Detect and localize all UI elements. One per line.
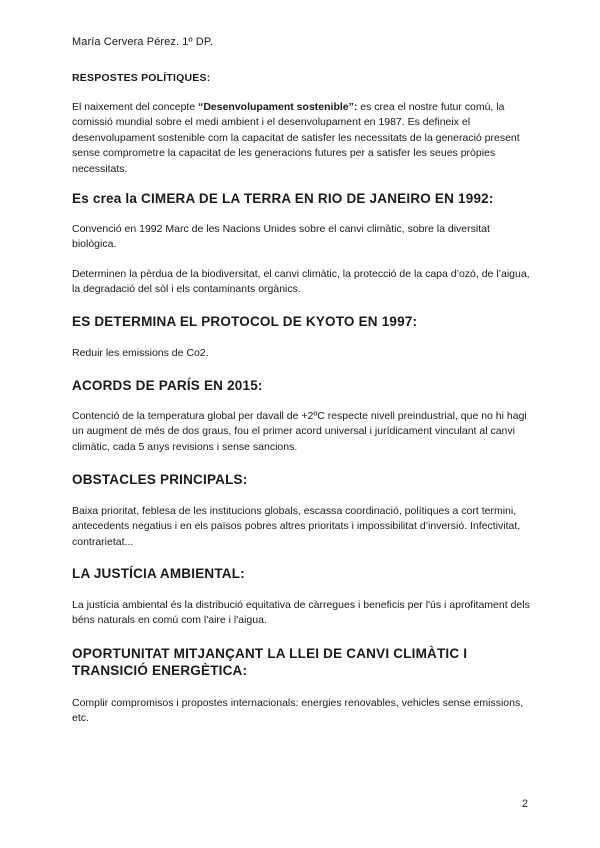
intro-text-after: es crea el nostre futur comú, la comissió mundial sobre el medi ambient i el desenvolupament en 1987. Es defineix el desenvolupament sostenible com la capacitat de satisfer les necessitats de la generació present sense comprometre la capacitat de les generacions futures per a satisfer les seues pròpies necessitats. xyxy=(72,101,520,175)
intro-highlight: “Desenvolupament sostenible”: xyxy=(198,101,358,113)
heading-climate-law: OPORTUNITAT MITJANÇANT LA LLEI DE CANVI CLIMÀTIC I TRANSICIÓ ENERGÈTICA: xyxy=(72,646,468,678)
paragraph-environmental-justice: La justícia ambiental és la distribució equitativa de càrregues i beneficis per l'ús i aprofitament dels béns naturals en comú com l'aire i l'aigua. xyxy=(72,599,530,627)
paragraph-rio-determinations: Determinen la pèrdua de la biodiversitat, el canvi climàtic, la protecció de la capa d’ozó, de l’aigua, la degradació del sòl i els contaminants orgànics. xyxy=(72,268,530,296)
heading-kyoto: ES DETERMINA EL PROTOCOL DE KYOTO EN 1997: xyxy=(72,314,418,329)
heading-paris: ACORDS DE PARÍS EN 2015: xyxy=(72,378,263,393)
paragraph-obstacles: Baixa prioritat, feblesa de les institucions globals, escassa coordinació, polítiques a cort termini, antecedents negatius i en els països pobres altres prioritats i impossibilitat d’inversió. Infectivitat, contrarietat... xyxy=(72,505,521,548)
intro-paragraph xyxy=(72,100,532,177)
heading-obstacles: OBSTACLES PRINCIPALS: xyxy=(72,472,248,487)
paragraph-kyoto: Reduir les emissions de Co2. xyxy=(72,347,209,359)
page-number: 2 xyxy=(521,798,528,810)
heading-environmental-justice: LA JUSTÍCIA AMBIENTAL: xyxy=(72,566,245,581)
heading-rio-summit: Es crea la CIMERA DE LA TERRA EN RIO DE JANEIRO EN 1992: xyxy=(72,191,494,206)
author-line: María Cervera Pérez. 1º DP. xyxy=(72,36,214,48)
paragraph-rio-convention: Convenció en 1992 Marc de les Nacions Unides sobre el canvi climàtic, sobre la diversitat biològica. xyxy=(72,223,490,251)
intro-text-before: El naixement del concepte xyxy=(72,101,199,113)
section-title: RESPOSTES POLÍTIQUES: xyxy=(72,72,211,84)
paragraph-climate-law: Complir compromisos i propostes internacionals: energies renovables, vehicles sense emissions, etc. xyxy=(72,697,524,725)
paragraph-paris: Contenció de la temperatura global per davall de +2ºC respecte nivell preindustrial, que no hi hagi un augment de més de dos graus, fou el primer acord universal i jurídicament vinculant al canvi climàtic, cada 5 anys revisions i sense sancions. xyxy=(72,410,527,453)
